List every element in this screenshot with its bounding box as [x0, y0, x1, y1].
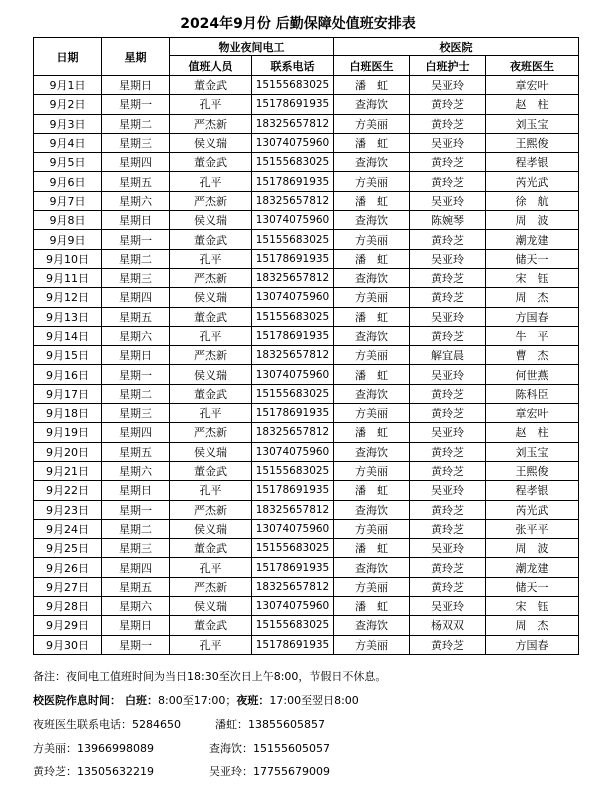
header-phone: 联系电话 — [252, 56, 334, 76]
cell-duty-person: 孔平 — [170, 404, 252, 423]
cell-date: 9月7日 — [34, 191, 102, 210]
cell-weekday: 星期六 — [102, 461, 170, 480]
cell-duty-person: 侯义瑞 — [170, 519, 252, 538]
cell-day-nurse: 黄玲芝 — [410, 442, 486, 461]
cell-weekday: 星期一 — [102, 230, 170, 249]
cell-day-nurse: 黄玲芝 — [410, 519, 486, 538]
remark-text: 备注：夜间电工值班时间为当日18:30至次日上午8:00，节假日不休息。 — [33, 670, 387, 683]
cell-day-nurse: 吴亚玲 — [410, 365, 486, 384]
cell-night-doctor: 徐 航 — [486, 191, 579, 210]
cell-phone: 18325657812 — [252, 191, 334, 210]
cell-phone: 18325657812 — [252, 577, 334, 596]
cell-day-nurse: 吴亚玲 — [410, 597, 486, 616]
cell-weekday: 星期日 — [102, 616, 170, 635]
cell-phone: 15178691935 — [252, 635, 334, 654]
cell-day-doctor: 查海饮 — [334, 153, 410, 172]
cell-duty-person: 董金武 — [170, 539, 252, 558]
cell-day-doctor: 潘 虹 — [334, 539, 410, 558]
cell-weekday: 星期四 — [102, 288, 170, 307]
cell-duty-person: 董金武 — [170, 153, 252, 172]
cell-night-doctor: 周 波 — [486, 539, 579, 558]
cell-day-nurse: 吴亚玲 — [410, 423, 486, 442]
cell-day-doctor: 查海饮 — [334, 326, 410, 345]
cell-phone: 15155683025 — [252, 307, 334, 326]
cell-night-doctor: 王熙俊 — [486, 133, 579, 152]
cell-weekday: 星期四 — [102, 153, 170, 172]
cell-phone: 15178691935 — [252, 95, 334, 114]
cell-night-doctor: 章宏叶 — [486, 404, 579, 423]
cell-day-doctor: 方美丽 — [334, 635, 410, 654]
cell-day-nurse: 黄玲芝 — [410, 404, 486, 423]
cell-day-nurse: 黄玲芝 — [410, 577, 486, 596]
cell-weekday: 星期一 — [102, 500, 170, 519]
cell-weekday: 星期一 — [102, 365, 170, 384]
cell-night-doctor: 储天一 — [486, 577, 579, 596]
table-row — [34, 114, 579, 133]
cell-date: 9月22日 — [34, 481, 102, 500]
cell-date: 9月27日 — [34, 577, 102, 596]
cell-date: 9月26日 — [34, 558, 102, 577]
cell-night-doctor: 芮光武 — [486, 500, 579, 519]
cell-duty-person: 侯义瑞 — [170, 288, 252, 307]
cell-date: 9月19日 — [34, 423, 102, 442]
night-shift-hours: 17:00至翌日8:00 — [269, 694, 359, 707]
header-night-doctor: 夜班医生 — [486, 56, 579, 76]
cell-day-doctor: 查海饮 — [334, 442, 410, 461]
cell-day-doctor: 潘 虹 — [334, 423, 410, 442]
cell-duty-person: 董金武 — [170, 616, 252, 635]
cell-day-nurse: 黄玲芝 — [410, 384, 486, 403]
cell-duty-person: 孔平 — [170, 558, 252, 577]
cell-day-doctor: 方美丽 — [334, 114, 410, 133]
cell-duty-person: 严杰新 — [170, 423, 252, 442]
cell-duty-person: 孔平 — [170, 326, 252, 345]
table-row — [34, 384, 579, 403]
cell-night-doctor: 王熙俊 — [486, 461, 579, 480]
cell-day-nurse: 黄玲芝 — [410, 172, 486, 191]
header-duty-person: 值班人员 — [170, 56, 252, 76]
cell-weekday: 星期五 — [102, 442, 170, 461]
cell-duty-person: 孔平 — [170, 172, 252, 191]
cell-date: 9月28日 — [34, 597, 102, 616]
cell-phone: 15178691935 — [252, 172, 334, 191]
cell-date: 9月5日 — [34, 153, 102, 172]
cell-day-doctor: 方美丽 — [334, 519, 410, 538]
cell-night-doctor: 周 杰 — [486, 288, 579, 307]
table-row — [34, 249, 579, 268]
cell-phone: 15178691935 — [252, 558, 334, 577]
cell-day-doctor: 查海饮 — [334, 500, 410, 519]
cell-night-doctor: 程孝银 — [486, 481, 579, 500]
cell-date: 9月14日 — [34, 326, 102, 345]
cell-night-doctor: 刘玉宝 — [486, 442, 579, 461]
cell-phone: 15178691935 — [252, 481, 334, 500]
cell-night-doctor: 何世燕 — [486, 365, 579, 384]
table-row — [34, 95, 579, 114]
cell-phone: 15178691935 — [252, 404, 334, 423]
cell-date: 9月21日 — [34, 461, 102, 480]
contact-pan: 潘虹：13855605857 — [215, 718, 325, 731]
cell-weekday: 星期三 — [102, 539, 170, 558]
table-row — [34, 307, 579, 326]
cell-day-doctor: 潘 虹 — [334, 365, 410, 384]
cell-duty-person: 侯义瑞 — [170, 442, 252, 461]
cell-phone: 13074075960 — [252, 519, 334, 538]
cell-day-doctor: 查海饮 — [334, 616, 410, 635]
cell-date: 9月18日 — [34, 404, 102, 423]
cell-weekday: 星期五 — [102, 172, 170, 191]
cell-phone: 18325657812 — [252, 423, 334, 442]
cell-weekday: 星期日 — [102, 211, 170, 230]
cell-night-doctor: 方国春 — [486, 307, 579, 326]
cell-phone: 15178691935 — [252, 326, 334, 345]
cell-day-doctor: 潘 虹 — [334, 597, 410, 616]
cell-day-doctor: 查海饮 — [334, 95, 410, 114]
cell-day-nurse: 吴亚玲 — [410, 249, 486, 268]
cell-day-doctor: 潘 虹 — [334, 307, 410, 326]
cell-date: 9月16日 — [34, 365, 102, 384]
cell-duty-person: 孔平 — [170, 481, 252, 500]
cell-weekday: 星期三 — [102, 404, 170, 423]
cell-day-doctor: 潘 虹 — [334, 249, 410, 268]
cell-date: 9月24日 — [34, 519, 102, 538]
cell-duty-person: 严杰新 — [170, 114, 252, 133]
cell-weekday: 星期六 — [102, 597, 170, 616]
cell-duty-person: 董金武 — [170, 230, 252, 249]
cell-weekday: 星期一 — [102, 635, 170, 654]
cell-phone: 15155683025 — [252, 230, 334, 249]
cell-day-doctor: 查海饮 — [334, 384, 410, 403]
contact-fang: 方美丽：13966998089 — [33, 742, 154, 755]
cell-weekday: 星期日 — [102, 346, 170, 365]
cell-day-nurse: 解宜晨 — [410, 346, 486, 365]
table-row — [34, 365, 579, 384]
cell-day-doctor: 潘 虹 — [334, 481, 410, 500]
cell-day-nurse: 杨双双 — [410, 616, 486, 635]
cell-weekday: 星期六 — [102, 191, 170, 210]
table-row — [34, 442, 579, 461]
cell-weekday: 星期三 — [102, 133, 170, 152]
cell-duty-person: 严杰新 — [170, 500, 252, 519]
cell-duty-person: 侯义瑞 — [170, 133, 252, 152]
cell-phone: 15155683025 — [252, 461, 334, 480]
cell-date: 9月6日 — [34, 172, 102, 191]
table-row — [34, 577, 579, 596]
cell-phone: 13074075960 — [252, 133, 334, 152]
cell-day-nurse: 吴亚玲 — [410, 76, 486, 95]
cell-day-nurse: 吴亚玲 — [410, 191, 486, 210]
cell-phone: 18325657812 — [252, 268, 334, 287]
cell-weekday: 星期日 — [102, 481, 170, 500]
cell-day-nurse: 黄玲芝 — [410, 461, 486, 480]
contact-wu: 吴亚玲：17755679009 — [209, 765, 330, 778]
cell-phone: 15155683025 — [252, 76, 334, 95]
cell-night-doctor: 方国春 — [486, 635, 579, 654]
cell-day-doctor: 方美丽 — [334, 172, 410, 191]
cell-day-nurse: 黄玲芝 — [410, 230, 486, 249]
cell-phone: 15155683025 — [252, 384, 334, 403]
cell-weekday: 星期四 — [102, 558, 170, 577]
cell-night-doctor: 赵 柱 — [486, 95, 579, 114]
table-row — [34, 616, 579, 635]
clinic-hours-label: 校医院作息时间： — [33, 694, 121, 707]
table-row — [34, 423, 579, 442]
cell-date: 9月29日 — [34, 616, 102, 635]
cell-phone: 18325657812 — [252, 500, 334, 519]
cell-day-doctor: 潘 虹 — [334, 191, 410, 210]
cell-day-doctor: 方美丽 — [334, 288, 410, 307]
cell-day-doctor: 查海饮 — [334, 211, 410, 230]
cell-duty-person: 孔平 — [170, 249, 252, 268]
table-row — [34, 346, 579, 365]
cell-day-nurse: 黄玲芝 — [410, 326, 486, 345]
cell-night-doctor: 牛 平 — [486, 326, 579, 345]
cell-weekday: 星期一 — [102, 95, 170, 114]
cell-day-doctor: 潘 虹 — [334, 76, 410, 95]
cell-date: 9月10日 — [34, 249, 102, 268]
cell-night-doctor: 曹 杰 — [486, 346, 579, 365]
cell-night-doctor: 宋 钰 — [486, 268, 579, 287]
cell-duty-person: 董金武 — [170, 384, 252, 403]
cell-weekday: 星期二 — [102, 384, 170, 403]
cell-weekday: 星期四 — [102, 423, 170, 442]
cell-weekday: 星期五 — [102, 577, 170, 596]
cell-date: 9月30日 — [34, 635, 102, 654]
cell-phone: 18325657812 — [252, 114, 334, 133]
header-date: 日期 — [34, 38, 102, 76]
cell-weekday: 星期六 — [102, 326, 170, 345]
table-row — [34, 539, 579, 558]
header-clinic: 校医院 — [334, 38, 579, 56]
cell-phone: 15178691935 — [252, 249, 334, 268]
cell-night-doctor: 潮龙建 — [486, 230, 579, 249]
contact-huang: 黄玲芝：13505632219 — [33, 765, 154, 778]
table-row — [34, 404, 579, 423]
cell-night-doctor: 程孝银 — [486, 153, 579, 172]
cell-duty-person: 严杰新 — [170, 191, 252, 210]
table-row — [34, 133, 579, 152]
cell-duty-person: 孔平 — [170, 95, 252, 114]
cell-day-nurse: 黄玲芝 — [410, 95, 486, 114]
table-row — [34, 211, 579, 230]
table-row — [34, 288, 579, 307]
cell-phone: 13074075960 — [252, 442, 334, 461]
cell-phone: 13074075960 — [252, 211, 334, 230]
header-weekday: 星期 — [102, 38, 170, 76]
cell-weekday: 星期五 — [102, 307, 170, 326]
clinic-hours — [33, 692, 359, 708]
cell-date: 9月11日 — [34, 268, 102, 287]
cell-day-nurse: 吴亚玲 — [410, 133, 486, 152]
cell-day-doctor: 查海饮 — [334, 558, 410, 577]
cell-duty-person: 董金武 — [170, 461, 252, 480]
table-row — [34, 558, 579, 577]
cell-phone: 15155683025 — [252, 539, 334, 558]
cell-day-nurse: 黄玲芝 — [410, 153, 486, 172]
table-row — [34, 635, 579, 654]
cell-date: 9月1日 — [34, 76, 102, 95]
cell-duty-person: 侯义瑞 — [170, 211, 252, 230]
cell-day-doctor: 方美丽 — [334, 577, 410, 596]
cell-day-doctor: 方美丽 — [334, 461, 410, 480]
cell-night-doctor: 芮光武 — [486, 172, 579, 191]
cell-date: 9月3日 — [34, 114, 102, 133]
cell-date: 9月20日 — [34, 442, 102, 461]
cell-date: 9月9日 — [34, 230, 102, 249]
cell-duty-person: 严杰新 — [170, 577, 252, 596]
cell-night-doctor: 章宏叶 — [486, 76, 579, 95]
cell-day-nurse: 陈婉琴 — [410, 211, 486, 230]
page-title: 2024年9月份 后勤保障处值班安排表 — [180, 16, 416, 32]
header-day-nurse: 白班护士 — [410, 56, 486, 76]
cell-date: 9月25日 — [34, 539, 102, 558]
cell-weekday: 星期三 — [102, 268, 170, 287]
cell-date: 9月15日 — [34, 346, 102, 365]
cell-duty-person: 严杰新 — [170, 268, 252, 287]
cell-weekday: 星期二 — [102, 249, 170, 268]
table-row — [34, 76, 579, 95]
header-day-doctor: 白班医生 — [334, 56, 410, 76]
day-shift-label: 白班： — [125, 694, 158, 707]
cell-day-nurse: 黄玲芝 — [410, 635, 486, 654]
cell-day-doctor: 潘 虹 — [334, 133, 410, 152]
schedule-body — [34, 76, 579, 655]
table-row — [34, 519, 579, 538]
cell-phone: 18325657812 — [252, 346, 334, 365]
cell-day-nurse: 黄玲芝 — [410, 500, 486, 519]
cell-phone: 13074075960 — [252, 365, 334, 384]
table-row — [34, 172, 579, 191]
cell-duty-person: 侯义瑞 — [170, 365, 252, 384]
cell-date: 9月12日 — [34, 288, 102, 307]
cell-day-nurse: 吴亚玲 — [410, 307, 486, 326]
contact-cha: 查海饮：15155605057 — [209, 742, 330, 755]
duty-schedule-table — [33, 37, 579, 655]
cell-day-nurse: 黄玲芝 — [410, 288, 486, 307]
cell-day-nurse: 黄玲芝 — [410, 558, 486, 577]
cell-duty-person: 孔平 — [170, 635, 252, 654]
cell-day-nurse: 黄玲芝 — [410, 268, 486, 287]
cell-day-doctor: 方美丽 — [334, 346, 410, 365]
cell-weekday: 星期二 — [102, 114, 170, 133]
cell-night-doctor: 潮龙建 — [486, 558, 579, 577]
cell-night-doctor: 周 波 — [486, 211, 579, 230]
cell-date: 9月13日 — [34, 307, 102, 326]
cell-night-doctor: 周 杰 — [486, 616, 579, 635]
table-row — [34, 597, 579, 616]
cell-day-nurse: 吴亚玲 — [410, 481, 486, 500]
cell-duty-person: 严杰新 — [170, 346, 252, 365]
cell-date: 9月8日 — [34, 211, 102, 230]
table-row — [34, 326, 579, 345]
night-doctor-phone: 夜班医生联系电话：5284650 — [33, 718, 181, 731]
cell-weekday: 星期二 — [102, 519, 170, 538]
table-row — [34, 461, 579, 480]
cell-date: 9月2日 — [34, 95, 102, 114]
table-row — [34, 153, 579, 172]
cell-phone: 13074075960 — [252, 288, 334, 307]
day-shift-hours: 8:00至17:00； — [158, 694, 237, 707]
cell-duty-person: 董金武 — [170, 76, 252, 95]
cell-day-doctor: 方美丽 — [334, 404, 410, 423]
header-row-groups — [34, 38, 579, 56]
cell-night-doctor: 张平平 — [486, 519, 579, 538]
night-shift-label: 夜班： — [236, 694, 270, 707]
cell-duty-person: 董金武 — [170, 307, 252, 326]
cell-night-doctor: 储天一 — [486, 249, 579, 268]
table-row — [34, 481, 579, 500]
header-night-electrician: 物业夜间电工 — [170, 38, 334, 56]
table-row — [34, 268, 579, 287]
table-row — [34, 500, 579, 519]
table-row — [34, 230, 579, 249]
cell-weekday: 星期日 — [102, 76, 170, 95]
cell-day-nurse: 吴亚玲 — [410, 539, 486, 558]
cell-phone: 15155683025 — [252, 153, 334, 172]
cell-date: 9月17日 — [34, 384, 102, 403]
cell-night-doctor: 宋 钰 — [486, 597, 579, 616]
cell-night-doctor: 陈科臣 — [486, 384, 579, 403]
cell-duty-person: 侯义瑞 — [170, 597, 252, 616]
cell-phone: 15155683025 — [252, 616, 334, 635]
cell-night-doctor: 赵 柱 — [486, 423, 579, 442]
cell-day-doctor: 方美丽 — [334, 230, 410, 249]
cell-day-nurse: 黄玲芝 — [410, 114, 486, 133]
cell-day-doctor: 查海饮 — [334, 268, 410, 287]
table-row — [34, 191, 579, 210]
cell-phone: 13074075960 — [252, 597, 334, 616]
cell-date: 9月4日 — [34, 133, 102, 152]
cell-night-doctor: 刘玉宝 — [486, 114, 579, 133]
cell-date: 9月23日 — [34, 500, 102, 519]
